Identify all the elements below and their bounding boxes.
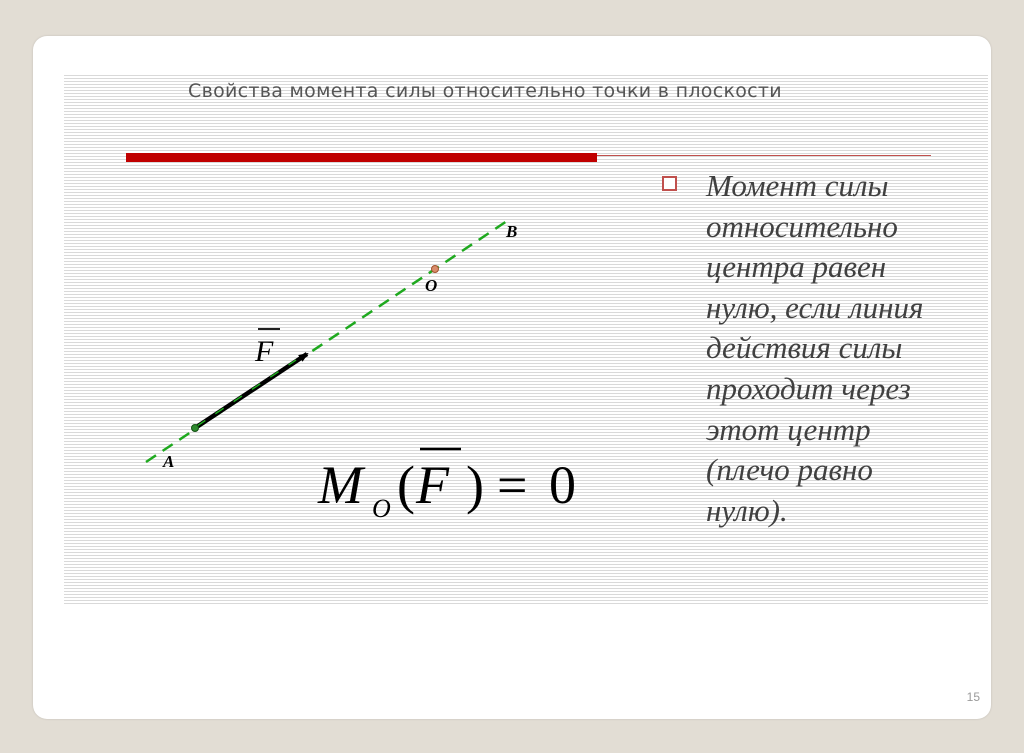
force-label: F: [255, 335, 274, 368]
formula-equals: =: [497, 455, 528, 515]
formula-open-paren: (: [397, 455, 415, 515]
point-o-marker: [432, 266, 439, 273]
point-o-label: O: [425, 276, 438, 295]
formula-force: F: [416, 455, 449, 515]
point-b-label: B: [506, 222, 518, 241]
force-vector-arrow: [195, 354, 307, 428]
page-number: 15: [966, 690, 980, 704]
point-a-marker: [192, 425, 199, 432]
formula-subscript: O: [372, 494, 391, 523]
formula-moment-symbol: M: [318, 455, 363, 515]
bullet-text: Момент силы относительно центра равен нулю, если линия действия силы проходит через этот центр (плечо равно нулю).: [706, 168, 924, 528]
formula-value: 0: [549, 455, 576, 515]
slide-title: Свойства момента силы относительно точки в плоскости: [188, 80, 782, 102]
point-a-label: A: [163, 452, 175, 471]
formula-close-paren: ): [466, 455, 484, 515]
bullet-square-icon: [662, 176, 677, 191]
